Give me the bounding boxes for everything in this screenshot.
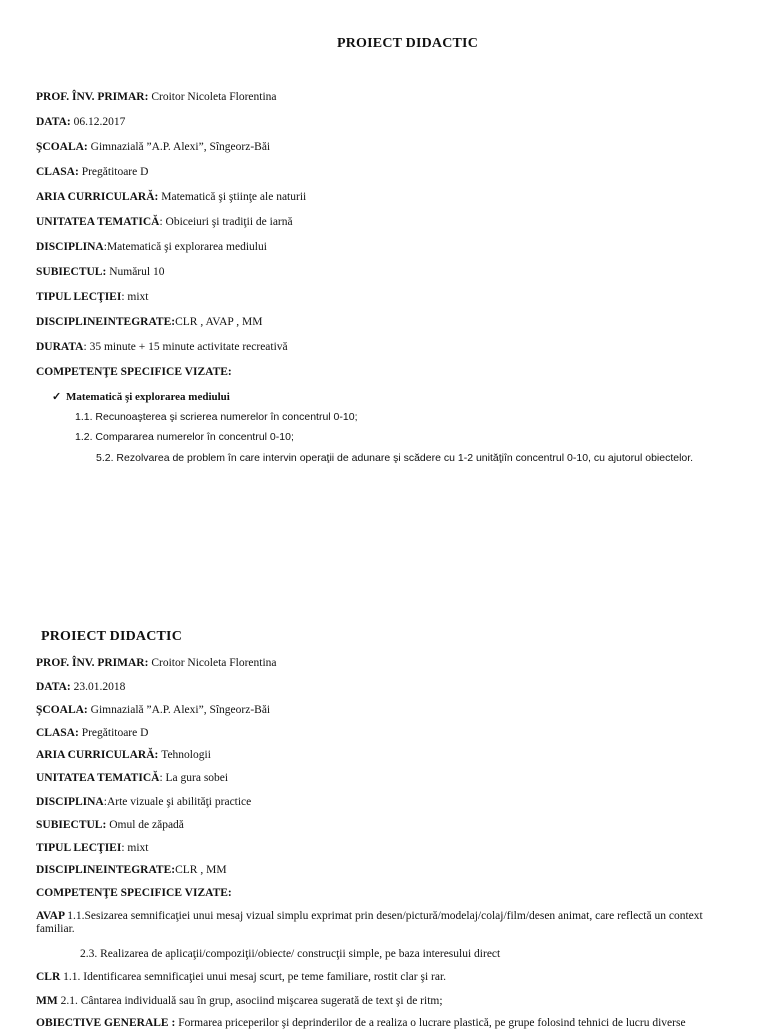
doc2-avap-competence-2: 2.3. Realizarea de aplicaţii/compoziţii/obiecte/ construcţii simple, pe baza interesului direct (80, 948, 501, 960)
doc1-competence-3: 5.2. Rezolvarea de problem în care intervin operaţii de adunare şi scădere cu 1-2 unităţiîn concentrul 0-10, cu ajutorul obiectelor. (96, 452, 694, 464)
doc2-clr-competence: CLR 1.1. Identificarea semnificaţiei unui mesaj scurt, pe teme familiare, rostit clar şi rar. (36, 971, 447, 983)
doc2-avap-competence: AVAP 1.1.Sesizarea semnificaţiei unui mesaj vizual simplu exprimat prin desen/pictură/modelaj/colaj/film/desen animat, care reflectă un context familiar. (36, 910, 703, 935)
doc1-field-tipul: TIPUL LECŢIEI: mixt (36, 291, 149, 303)
doc1-field-subiectul: SUBIECTUL: Numărul 10 (36, 266, 165, 278)
doc1-field-competente: COMPETENŢE SPECIFICE VIZATE: (36, 366, 232, 378)
doc1-field-data: DATA: 06.12.2017 (36, 116, 126, 128)
doc1-field-aria: ARIA CURRICULARĂ: Matematică şi ştiinţe ale naturii (36, 191, 307, 203)
doc2-field-disciplina: DISCIPLINA:Arte vizuale şi abilităţi practice (36, 796, 252, 808)
doc2-field-unitatea: UNITATEA TEMATICĂ: La gura sobei (36, 772, 229, 784)
doc2-field-scoala: ŞCOALA: Gimnazială ”A.P. Alexi”, Sîngeorz-Băi (36, 704, 271, 716)
doc2-field-subiectul: SUBIECTUL: Omul de zăpadă (36, 819, 184, 831)
doc2-field-clasa: CLASA: Pregătitoare D (36, 727, 149, 739)
doc2-field-prof: PROF. ÎNV. PRIMAR: Croitor Nicoleta Florentina (36, 657, 277, 669)
doc2-field-data: DATA: 23.01.2018 (36, 681, 126, 693)
doc1-title: PROIECT DIDACTIC (337, 36, 479, 51)
doc2-field-competente: COMPETENŢE SPECIFICE VIZATE: (36, 887, 232, 899)
doc2-field-discipline-integrate: DISCIPLINEINTEGRATE:CLR , MM (36, 864, 227, 876)
doc1-field-disciplina: DISCIPLINA:Matematică şi explorarea mediului (36, 241, 267, 253)
doc2-field-tipul: TIPUL LECŢIEI: mixt (36, 842, 149, 854)
doc2-mm-competence: MM 2.1. Cântarea individuală sau în grup, asociind mişcarea sugerată de text şi de ritm; (36, 995, 443, 1007)
doc1-field-clasa: CLASA: Pregătitoare D (36, 166, 149, 178)
doc1-field-scoala: ŞCOALA: Gimnazială ”A.P. Alexi”, Sîngeorz-Băi (36, 141, 271, 153)
doc2-title: PROIECT DIDACTIC (41, 629, 183, 644)
doc1-field-unitatea: UNITATEA TEMATICĂ: Obiceiuri şi tradiţii de iarnă (36, 216, 293, 228)
doc2-field-aria: ARIA CURRICULARĂ: Tehnologii (36, 749, 211, 761)
doc1-competence-1: 1.1. Recunoaşterea şi scrierea numerelor în concentrul 0-10; (75, 411, 358, 423)
doc1-competence-2: 1.2. Compararea numerelor în concentrul 0-10; (75, 431, 294, 443)
doc1-field-discipline-integrate: DISCIPLINEINTEGRATE:CLR , AVAP , MM (36, 316, 263, 328)
doc1-field-durata: DURATA: 35 minute + 15 minute activitate recreativă (36, 341, 288, 353)
checkmark-icon: ✓ (52, 391, 62, 403)
doc2-obiective-generale: OBIECTIVE GENERALE : Formarea priceperilor şi deprinderilor de a realiza o lucrare plastică, pe grupe folosind tehnici de lucru diverse (36, 1017, 686, 1029)
doc1-field-prof: PROF. ÎNV. PRIMAR: Croitor Nicoleta Florentina (36, 91, 277, 103)
doc1-check-item (52, 390, 230, 404)
doc1-check-label: Matematică şi explorarea mediului (66, 391, 230, 403)
